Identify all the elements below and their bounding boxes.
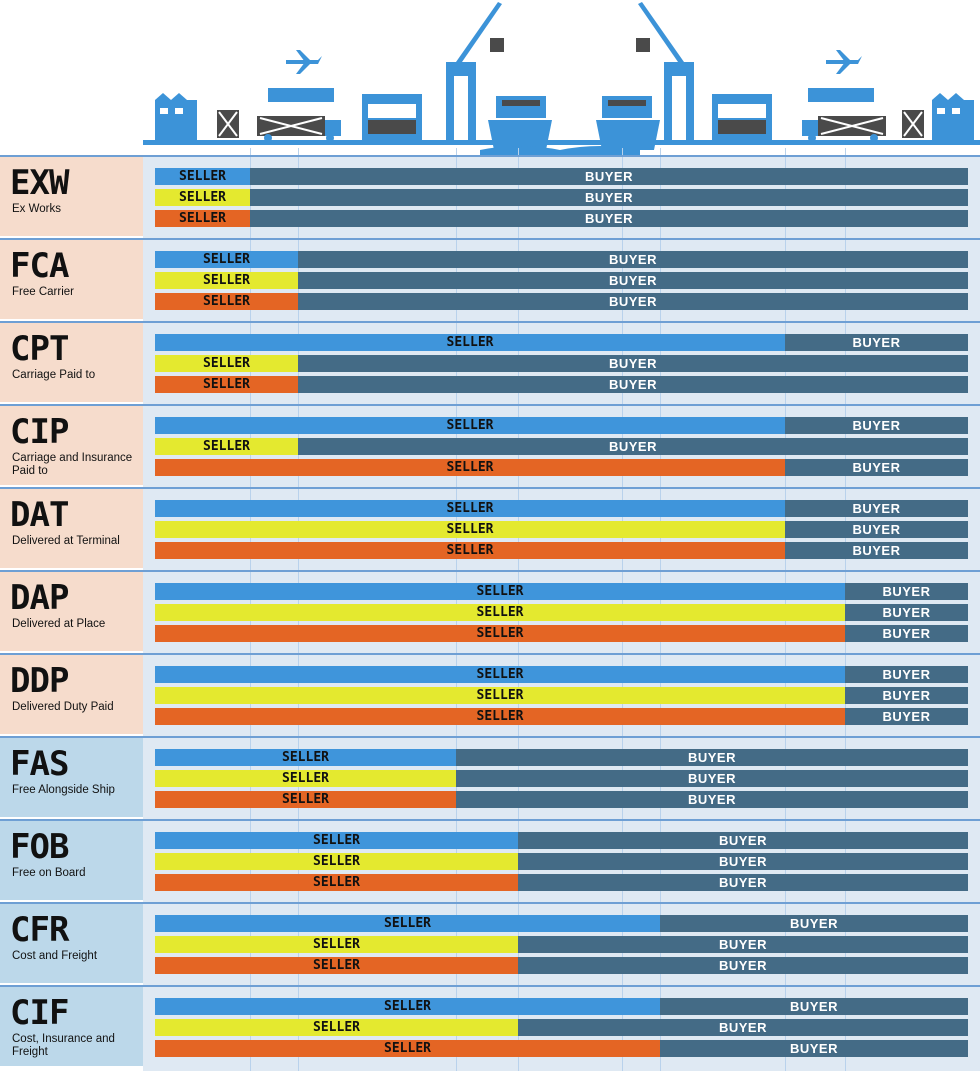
seller-bar: SELLER [155, 210, 250, 227]
crate-icon-right [902, 110, 924, 138]
incoterm-label-cell [0, 240, 143, 319]
seller-bar: SELLER [155, 417, 785, 434]
buyer-bar: BUYER [298, 438, 968, 455]
buyer-bar: BUYER [518, 936, 968, 953]
incoterm-row-ddp [0, 653, 980, 736]
seller-bar: SELLER [155, 749, 456, 766]
buyer-bar: BUYER [660, 1040, 968, 1057]
truck-icon-right [802, 116, 886, 142]
incoterm-label-cell [0, 738, 143, 817]
incoterm-code: CIP [10, 412, 69, 452]
incoterm-code: DAT [10, 495, 69, 535]
buyer-bar: BUYER [518, 874, 968, 891]
upper-truck [268, 88, 334, 102]
seller-bar: SELLER [155, 500, 785, 517]
buyer-bar: BUYER [298, 355, 968, 372]
seller-bar: SELLER [155, 1040, 660, 1057]
seller-bar: SELLER [155, 687, 845, 704]
incoterm-name: Delivered Duty Paid [12, 701, 114, 713]
seller-bar: SELLER [155, 832, 518, 849]
incoterm-label-cell [0, 572, 143, 651]
incoterm-row-cip [0, 404, 980, 487]
buyer-bar: BUYER [518, 957, 968, 974]
crane-icon [446, 2, 504, 140]
incoterm-name: Cost and Freight [12, 950, 98, 962]
crate-icon [217, 110, 239, 138]
incoterm-code: CFR [10, 910, 69, 950]
incoterm-row-dap [0, 570, 980, 653]
seller-bar: SELLER [155, 625, 845, 642]
incoterm-row-cfr [0, 902, 980, 985]
warehouse-icon [362, 94, 422, 140]
incoterm-row-cif [0, 985, 980, 1068]
incoterm-label-cell [0, 655, 143, 734]
buyer-bar: BUYER [845, 708, 968, 725]
incoterm-label-cell [0, 821, 143, 900]
seller-bar: SELLER [155, 936, 518, 953]
buyer-bar: BUYER [785, 521, 968, 538]
buyer-bar: BUYER [785, 542, 968, 559]
buyer-bar: BUYER [298, 251, 968, 268]
seller-bar: SELLER [155, 438, 298, 455]
factory-icon-right [932, 93, 974, 140]
factory-icon [155, 93, 197, 140]
seller-bar: SELLER [155, 168, 250, 185]
seller-bar: SELLER [155, 376, 298, 393]
buyer-bar: BUYER [518, 1019, 968, 1036]
incoterm-name: Carriage Paid to [12, 369, 96, 381]
buyer-bar: BUYER [456, 749, 968, 766]
seller-bar: SELLER [155, 189, 250, 206]
incoterm-name: Delivered at Terminal [12, 535, 120, 547]
seller-bar: SELLER [155, 334, 785, 351]
ship-icon [488, 96, 552, 150]
incoterm-code: FOB [10, 827, 69, 867]
seller-bar: SELLER [155, 355, 298, 372]
buyer-bar: BUYER [785, 459, 968, 476]
seller-bar: SELLER [155, 708, 845, 725]
buyer-bar: BUYER [456, 791, 968, 808]
buyer-bar: BUYER [785, 334, 968, 351]
buyer-bar: BUYER [845, 583, 968, 600]
upper-truck-right [808, 88, 874, 102]
seller-bar: SELLER [155, 459, 785, 476]
buyer-bar: BUYER [845, 687, 968, 704]
seller-bar: SELLER [155, 770, 456, 787]
incoterm-row-fas [0, 736, 980, 819]
incoterm-name: Free on Board [12, 867, 86, 879]
airplane-icon-right [826, 50, 862, 74]
seller-bar: SELLER [155, 874, 518, 891]
seller-bar: SELLER [155, 666, 845, 683]
buyer-bar: BUYER [456, 770, 968, 787]
incoterm-name: Ex Works [12, 203, 61, 215]
warehouse-icon-right [712, 94, 772, 140]
incoterm-name: Delivered at Place [12, 618, 106, 630]
buyer-bar: BUYER [298, 376, 968, 393]
seller-bar: SELLER [155, 791, 456, 808]
incoterm-name: Cost, Insurance and Freight [12, 1033, 115, 1058]
seller-bar: SELLER [155, 604, 845, 621]
buyer-bar: BUYER [250, 168, 968, 185]
buyer-bar: BUYER [785, 500, 968, 517]
buyer-bar: BUYER [298, 272, 968, 289]
incoterm-label-cell [0, 157, 143, 236]
buyer-bar: BUYER [298, 293, 968, 310]
buyer-bar: BUYER [250, 189, 968, 206]
buyer-bar: BUYER [518, 832, 968, 849]
seller-bar: SELLER [155, 542, 785, 559]
incoterm-name: Free Alongside Ship [12, 784, 115, 796]
seller-bar: SELLER [155, 272, 298, 289]
buyer-bar: BUYER [845, 666, 968, 683]
buyer-bar: BUYER [250, 210, 968, 227]
buyer-bar: BUYER [518, 853, 968, 870]
incoterm-row-exw [0, 155, 980, 238]
incoterm-code: CIF [10, 993, 69, 1033]
incoterm-label-cell [0, 323, 143, 402]
seller-bar: SELLER [155, 915, 660, 932]
buyer-bar: BUYER [845, 625, 968, 642]
incoterm-code: FAS [10, 744, 69, 784]
ship-icon-right [596, 96, 660, 150]
buyer-bar: BUYER [785, 417, 968, 434]
buyer-bar: BUYER [660, 998, 968, 1015]
incoterm-label-cell [0, 987, 143, 1066]
seller-bar: SELLER [155, 583, 845, 600]
incoterm-code: DAP [10, 578, 69, 618]
seller-bar: SELLER [155, 251, 298, 268]
logistics-illustration [0, 0, 980, 157]
crane-icon-right [636, 2, 694, 140]
seller-bar: SELLER [155, 1019, 518, 1036]
incoterm-row-cpt [0, 321, 980, 404]
incoterm-label-cell [0, 406, 143, 485]
truck-icon [257, 116, 341, 142]
seller-bar: SELLER [155, 521, 785, 538]
incoterm-name: Free Carrier [12, 286, 74, 298]
incoterm-label-cell [0, 489, 143, 568]
seller-bar: SELLER [155, 957, 518, 974]
seller-bar: SELLER [155, 853, 518, 870]
incoterm-code: CPT [10, 329, 69, 369]
incoterm-code: EXW [10, 163, 69, 203]
seller-bar: SELLER [155, 293, 298, 310]
incoterm-row-fob [0, 819, 980, 902]
seller-bar: SELLER [155, 998, 660, 1015]
incoterm-row-fca [0, 238, 980, 321]
incoterm-label-cell [0, 904, 143, 983]
buyer-bar: BUYER [845, 604, 968, 621]
incoterm-code: FCA [10, 246, 69, 286]
buyer-bar: BUYER [660, 915, 968, 932]
incoterm-code: DDP [10, 661, 69, 701]
incoterm-row-dat [0, 487, 980, 570]
incoterm-name: Carriage and Insurance Paid to [12, 452, 133, 477]
airplane-icon [286, 50, 322, 74]
